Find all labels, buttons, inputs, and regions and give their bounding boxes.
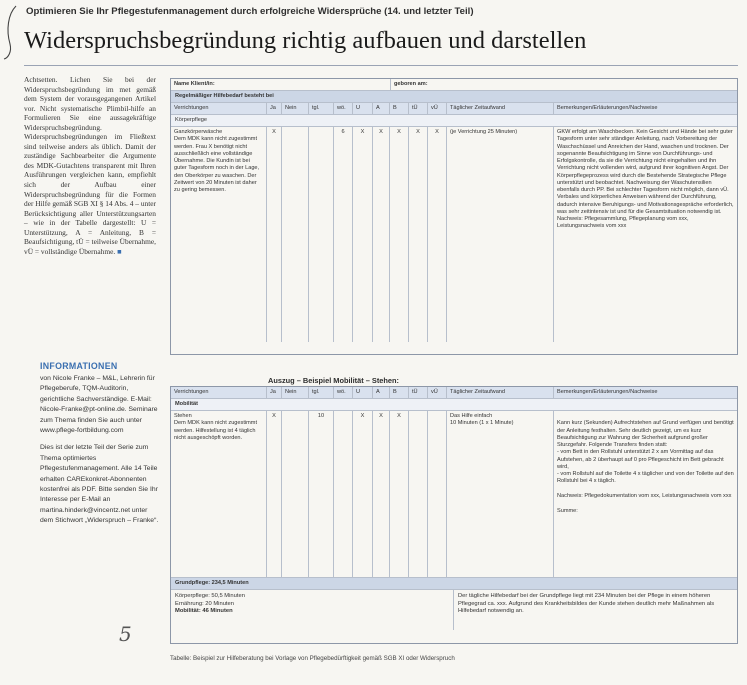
col-header: Ja [267,387,282,398]
col-header: tgl. [309,387,334,398]
table-row [171,127,737,342]
col-header: Täglicher Zeitaufwand [447,387,554,398]
vu-cell [428,411,447,577]
col-header: vÜ [428,387,447,398]
b-cell: X [390,411,409,577]
sum-band: Grundpflege: 234,5 Minuten [171,578,737,590]
end-mark: ■ [117,246,122,256]
col-header: Täglicher Zeitaufwand [447,103,554,114]
summary-row [171,590,737,630]
col-header: Bemerkungen/Erläuterungen/Nachweise [557,105,658,111]
col-header: Nein [282,103,309,114]
col-header: Verrichtungen [171,103,267,114]
decorative-bracket-icon [2,4,20,60]
summary-right: Der tägliche Hilfebedarf bei der Grundpflege liegt mit 234 Minuten bei der Pflege in einem höheren Pflegegrad ca. xxx. Aufgrund des Krankheitsbildes der Kunde stehen deutlich mehr Maßnahmen als Hilfebedarf notwendig an. [458,593,715,615]
article-headline: Widerspruchsbegründung richtig aufbauen und darstellen [24,27,587,54]
col-header: B [390,103,409,114]
summary-line: Körperpflege: 50,5 Minuten [175,593,245,599]
u-cell: X [353,127,373,342]
info-series: Dies ist der letzte Teil der Serie zum Thema optimiertes Pflegestufenmanagement. Alle 14 Teile erhalten CAREkonkret-Abonnenten kostenfrei als PDF. Bitte senden Sie Ihr Interesse per E-Mail an martina.hinderk@vincentz.net unter dem Stichwort „Widerspruch – Franke“. [40,444,159,525]
col-header: U [353,387,373,398]
group-label: Mobilität [171,399,737,411]
b-cell: X [390,127,409,342]
article-body [24,75,156,256]
col-header: Nein [282,387,309,398]
wo-cell [334,411,353,577]
bemerkung-cell [554,411,737,577]
zeit-cell: Das Hilfe einfach 10 Minuten (1 x 1 Minute) [447,411,554,577]
tu-cell [409,411,428,577]
bemerkung-cell: GKW erfolgt am Waschbecken. Kein Gesicht und Hände bei sehr guter Tagesform unter sehr ständiger Anleitung, nach Vorbereitung der Waschschüssel und Anreichen der Hand, waschen und trocknen. Der sogenannte Beaufsichtigung im Sinne von Durchführungs- und Erfolgskontrolle, da sie die Verrichtung nicht eingehalten und ihn Verrichtung nicht vollenden wird, aufgrund ihrer kognitiven Angst. Der Körperpflegeprozess wird durch die Bestehende Strategische Pflege unterstützt und beobachtet. Nachweisung der Waschutensilien ebenfalls durch PP. Bei schlechter Tagesform nicht möglich, dann vÜ. Verbales und körperliches Anweisen während der Durchführung, dadurch intensive Beruhigungs- und Motivationsgespräche erforderlich, was sehr zeitintensiv ist und für die Gesamtsituation notwendig ist. Nachweis: Pflegesammlung, Pflegeplanung vom xxx, Leistungsnachweis vom xxx [557,129,734,230]
verrichtung-cell: Stehen Dem MDK kann nicht zugestimmt werden. Hilfestellung ist 4 täglich nicht ausgeschöpft worden. [171,411,267,577]
table-koerperpflege [170,78,738,355]
table-mobilitaet [170,386,738,644]
nein-cell [282,411,309,577]
table-caption: Auszug – Beispiel Mobilität – Stehen: [268,376,399,385]
article-body-text: Achtsetten. Lichen Sie bei der Widerspruchsbegründung im met gemäß dem System der vorausgegangenen Artikel vor. Nicht systematische Plimbil-hilfe an Formulieren Sie eine aussagekräftige Widerspruchsbegründung. Widerspruchsbegründungen im Fließtext sind teilweise anders als üblich. Damit der zuständige Sachbearbeiter die Argumente des MDK-Gutachtens transparent mit Ihren Ausführungen vergleichen kann, empfiehlt sich der Aufbau einer Widerspruchsbegründung für die Formen der Hilfe gemäß SGB XI § 14 Abs. 4 – unter Berücksichtigung aller Unterstützungsarten – wie in der Tabelle dargestellt: U = Unterstützung, A = Anleitung, B = Beaufsichtigung, tÜ = teilweise Übernahme, vÜ = vollständige Übernahme. [24,75,156,256]
table-row [171,411,737,578]
section-title: Regelmäßiger Hilfebedarf besteht bei [171,91,737,103]
date-label: geboren am: [394,81,428,87]
col-header: A [373,103,390,114]
wo-cell: 6 [334,127,353,342]
u-cell: X [353,411,373,577]
col-header: Bemerkungen/Erläuterungen/Nachweise [557,389,658,395]
sum-label: Summe: [557,508,578,514]
zeit-cell: (je Verrichtung 25 Minuten) [447,127,554,342]
group-label: Körperpflege [171,115,737,127]
tgl-cell [309,127,334,342]
summary-line: Ernährung: 20 Minuten [175,600,234,607]
info-heading: INFORMATIONEN [40,361,118,371]
col-header: U [353,103,373,114]
a-cell: X [373,411,390,577]
ja-cell: X [267,127,282,342]
handwritten-mark: 5 [119,622,132,646]
col-header: vÜ [428,103,447,114]
table-header-row [171,387,737,399]
a-cell: X [373,127,390,342]
nein-cell [282,127,309,342]
vu-cell: X [428,127,447,342]
col-header: tÜ [409,103,428,114]
table-name-row [171,79,737,91]
col-header: wö. [334,103,353,114]
col-header: wö. [334,387,353,398]
verrichtung-cell: Ganzkörperwäsche Dem MDK kann nicht zugestimmt werden. Frau X benötigt nicht ausschließlich eine vollständige Übernahme. Die Kundin ist bei guter Tagesform noch in der Lage, den Oberkörper zu waschen. Der Zeitwert von 20 Minuten ist daher zu gering bemessen. [171,127,267,342]
col-header: A [373,387,390,398]
col-header: tÜ [409,387,428,398]
table-header-row [171,103,737,115]
tu-cell: X [409,127,428,342]
summary-left [171,590,454,630]
col-header: Verrichtungen [171,387,267,398]
footer-caption: Tabelle: Beispiel zur Hilfeberatung bei Vorlage von Pflegebedürftigkeit gemäß SGB XI oder Widerspruch [170,655,455,662]
header-divider [24,65,738,66]
ja-cell: X [267,411,282,577]
col-header: B [390,387,409,398]
col-header: tgl. [309,103,334,114]
name-label: Name Klient/in: [171,79,391,90]
info-author: von Nicole Franke – M&L, Lehrerin für Pflegeberufe, TQM-Auditorin, gerichtliche Sachverständige. E-Mail: Nicole-Franke@pt-online.de. Seminare zum Thema finden Sie auch unter www.pflege-fortbildung.com [40,375,158,435]
tgl-cell: 10 [309,411,334,577]
bemerkung-text: Kann kurz (Sekunden) Aufrechtstehen auf Grund verfügen und benötigt der Anleitung festhalten. Sehr deutlich gezeigt, um es kurz Beaufsichtigung zur Wahrung der Sicherheit aufgrund großer Sturzgefahr. Folgende Transfers finden statt: - vom Bett in den Rollstuhl unterstützt 2 x am Vormittag auf das Aufstehen, ab 2 überhaupt auf 0 pro Pflegeschicht im Bett gebracht wird, - vom Rollstuhl auf die Toilette 4 x täglicher und von der Toilette auf den Rollstuhl bei 4 x täglich. Nachweis: Pflegedokumentation vom xxx, Leistungsnachweis vom xxx [557,420,734,499]
col-header: Ja [267,103,282,114]
summary-mobility: Mobilität: 46 Minuten [175,608,233,615]
article-kicker: Optimieren Sie Ihr Pflegestufenmanagement durch erfolgreiche Widersprüche (14. und letzter Teil) [26,6,474,17]
info-box [40,374,160,534]
